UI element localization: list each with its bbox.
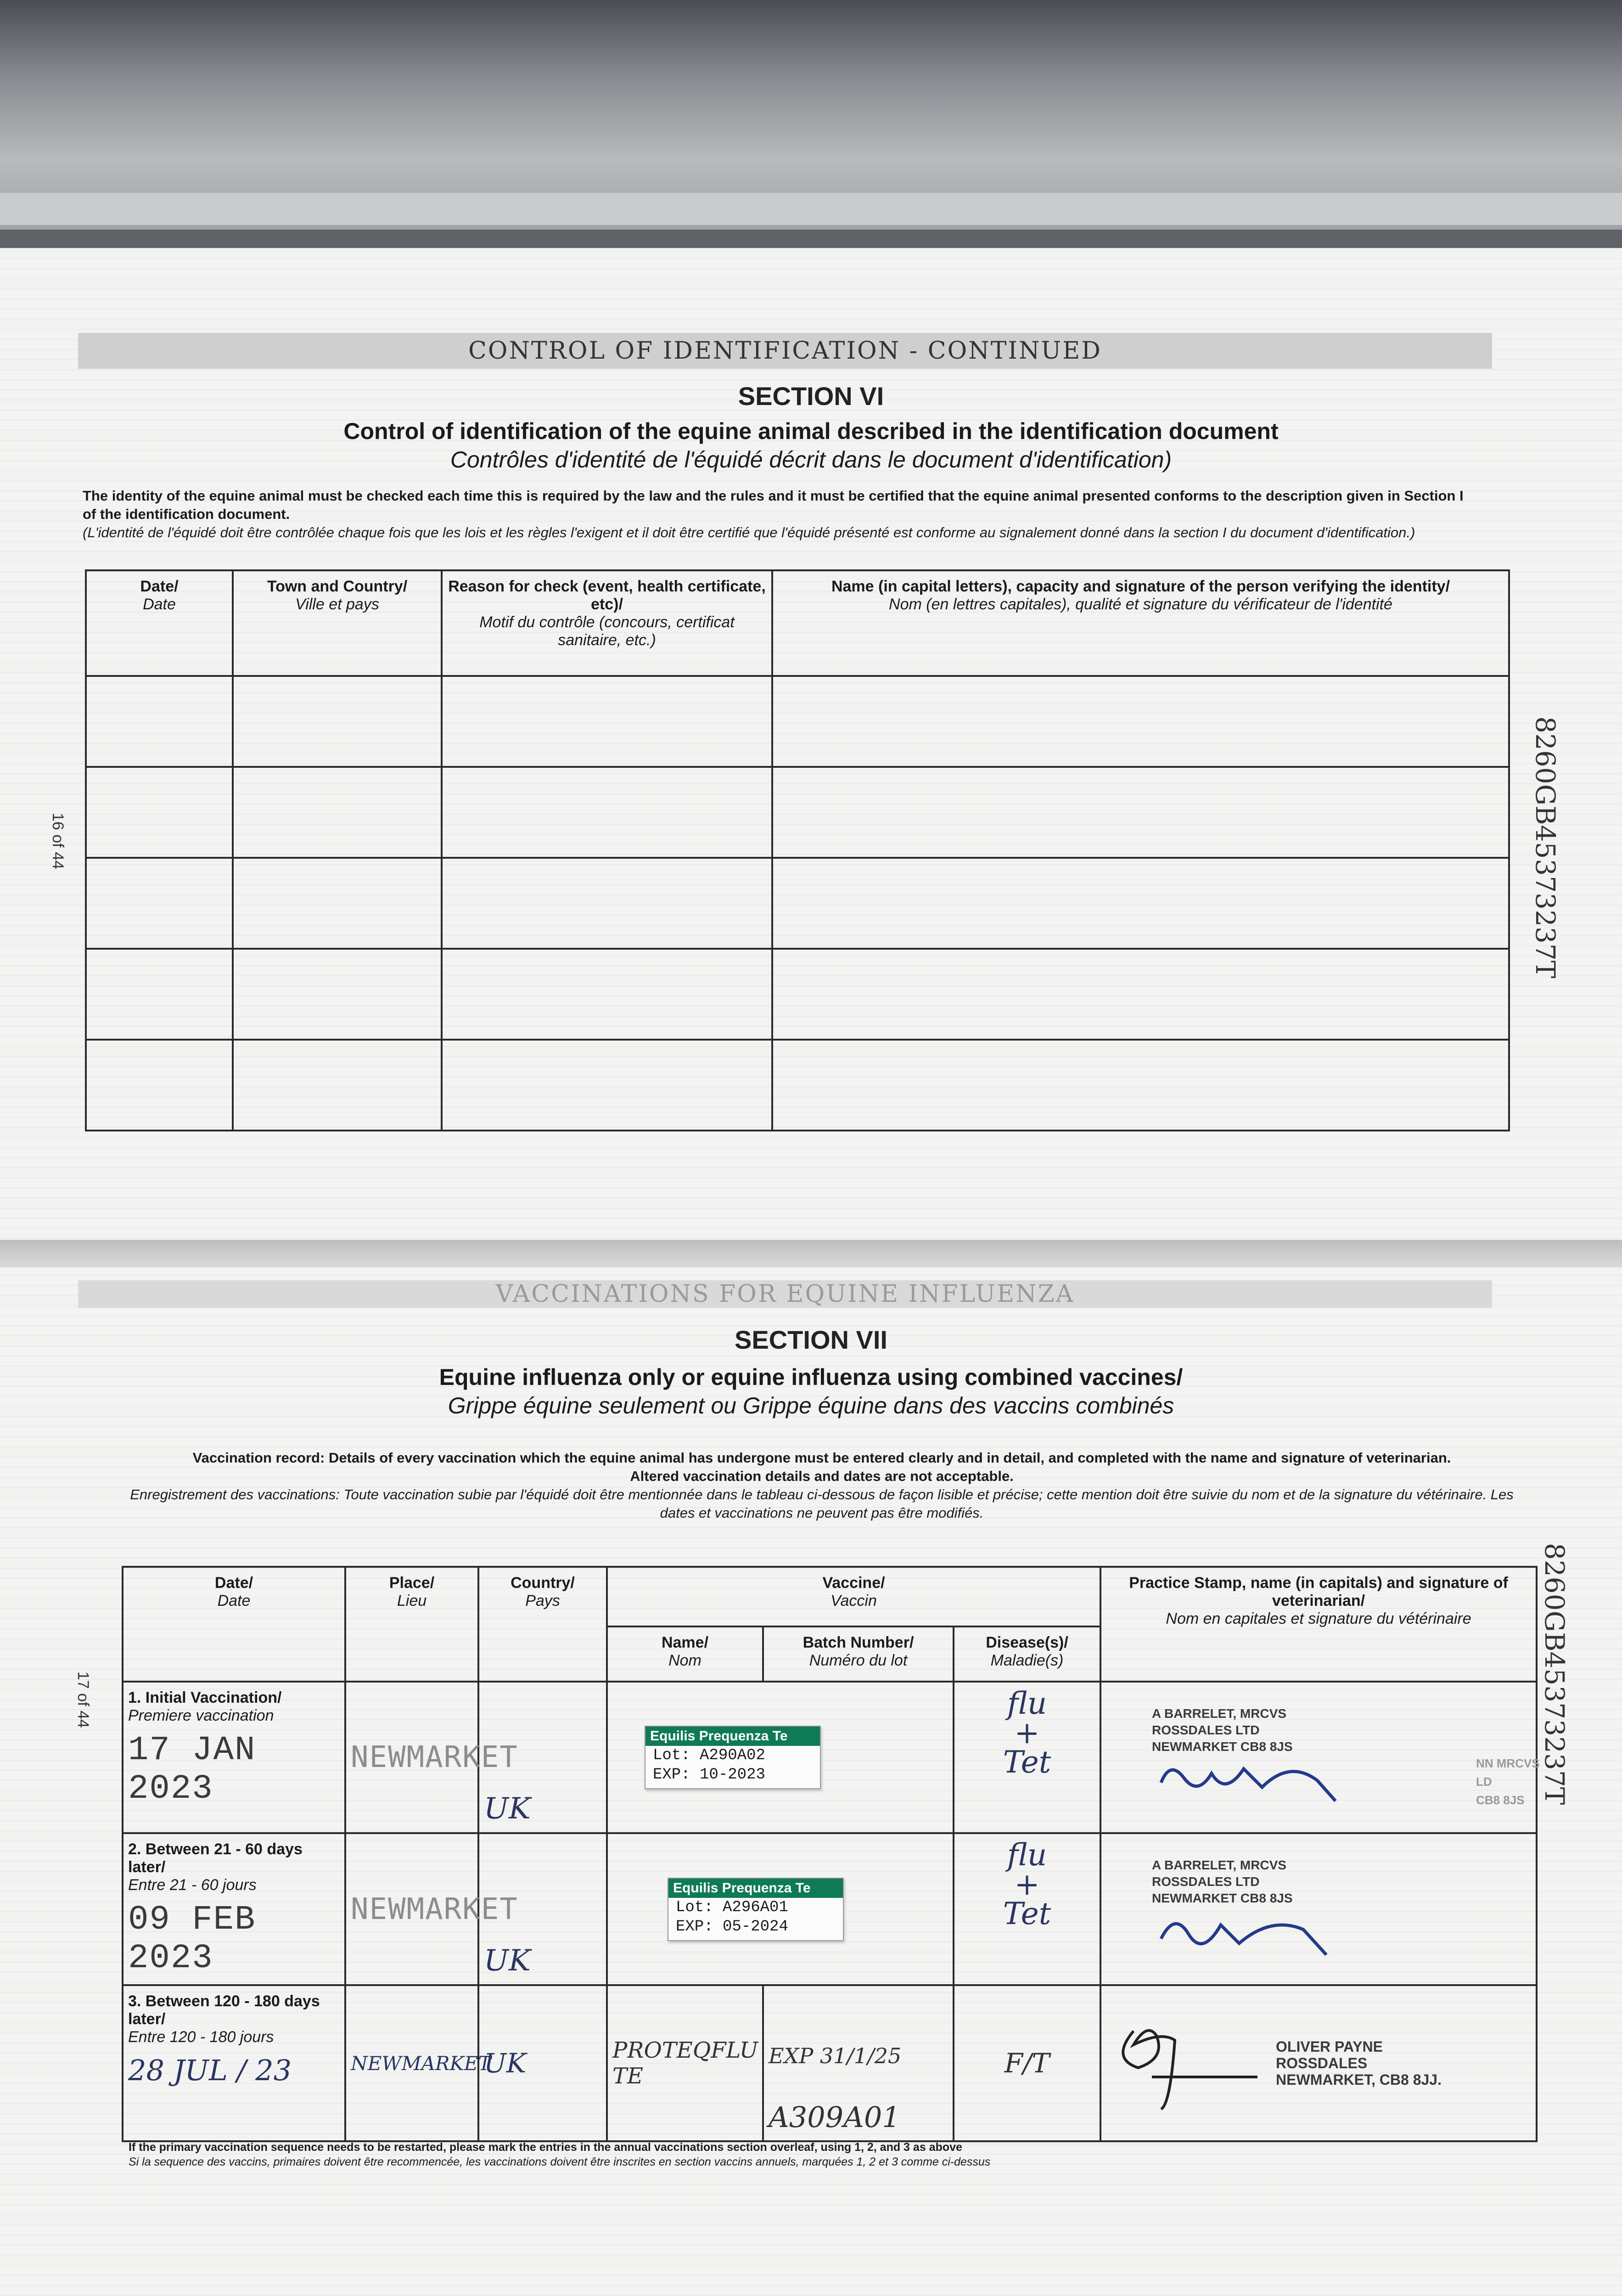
page-number: 17 of 44 [74,1671,92,1728]
col-batch-number: Batch Number/ Numéro du lot [763,1626,954,1682]
table-row [86,949,1509,1040]
col-date: Date/ Date [123,1567,345,1682]
stamp-overflow: NN MRCVS LD CB8 8JS [1476,1756,1540,1807]
date-stamp: 09 FEB 2023 [128,1901,256,1978]
place-cell [345,1985,491,2141]
table-row [123,1985,1537,2141]
identity-check-table [85,569,1510,1131]
vaccine-label-cell [607,1682,954,1833]
signature [1152,1755,1345,1806]
footnote-fr: Si la sequence des vaccins, primaires doivent être recommencée, les vaccinations doivent être inscrites en section vaccins annuels, marquées 1, 2 et 3 comme ci-dessus [129,2155,991,2168]
section-heading-en: Control of identification of the equine animal described in the identification document [343,418,1279,444]
intro-en-2: Altered vaccination details and dates are not acceptable. [630,1468,1014,1484]
expiry-handwritten: EXP 31/1/25 [769,2043,902,2068]
country-handwritten: UK [484,1792,531,1826]
col-place: Place/ Lieu [345,1567,478,1682]
page-section-vii [0,1267,1622,2296]
vaccine-name-handwritten: PROTEQFLU TE [612,2037,758,2089]
vaccine-name-cell [607,1985,763,2141]
intro-en-1: Vaccination record: Details of every vaccination which the equine animal has undergone must be entered clearly and in detail, and completed with the name and signature of veterinarian. [192,1450,1451,1466]
col-practice-stamp: Practice Stamp, name (in capitals) and signature of veterinarian/ Nom en capitales et signature du vétérinaire [1100,1567,1537,1682]
row-date-cell: 1. Initial Vaccination/ Premiere vaccination 17 JAN 2023 [123,1682,345,1833]
col-date: Date/ Date [86,570,233,676]
place-stamp: NEWMARKET [351,1740,518,1774]
page-number: 16 of 44 [49,813,67,869]
vaccine-sticker: Equilis Prequenza Te Lot: A290A02 EXP: 10-2023 [645,1726,821,1789]
disease-cell: flu + Tet [954,1833,1100,1985]
table-header-row [86,570,1509,676]
table-row [86,676,1509,767]
col-diseases: Disease(s)/ Maladie(s) [954,1626,1100,1682]
table-row [86,767,1509,858]
place-stamp: NEWMARKET [351,1892,518,1926]
signature [1106,2013,1262,2114]
col-vaccine-name: Name/ Nom [607,1626,763,1682]
col-reason: Reason for check (event, health certificate, etc)/ Motif du contrôle (concours, certificat sanitaire, etc.) [442,570,772,676]
footnote-en: If the primary vaccination sequence needs to be restarted, please mark the entries in the annual vaccinations section overleaf, using 1, 2, and 3 as above [129,2141,962,2154]
date-handwritten: 28 JUL / 23 [128,2054,292,2087]
intro-fr: Enregistrement des vaccinations: Toute vaccination subie par l'équidé doit être mentionnée dans le tableau ci-dessous de façon lisible et précise; cette mention doit être suivie du nom et de la signature du vétérinaire. Les dates et vaccinations ne peuvent pas être modifiés. [130,1486,1514,1521]
intro-text [83,487,1478,542]
row-date-cell: 3. Between 120 - 180 days later/ Entre 120 - 180 jours 28 JUL / 23 [123,1985,345,2141]
country-handwritten: UK [484,1944,531,1978]
page-section-vi [0,248,1622,1249]
table-row [123,1682,1537,1833]
passport-id-number: 8260GB45373237T [1530,716,1561,979]
country-cell [478,1985,607,2141]
section-title: SECTION VII [735,1325,887,1354]
intro-fr: (L'identité de l'équidé doit être contrôlée chaque fois que les lois et les règles l'exigent et il doit être certifié que l'équidé présenté est conforme au signalement donné dans la section I du document d'identification.) [83,524,1415,540]
vet-stamp-cell: A BARRELET, MRCVS ROSSDALES LTD NEWMARKET CB8 8JS [1100,1682,1537,1833]
scanner-lid-edge [0,193,1622,225]
intro-en: The identity of the equine animal must be checked each time this is required by the law and the rules and it must be certified that the equine animal presented conforms to the description given in Section I of the identification document. [83,488,1464,522]
vaccine-label-cell [607,1833,954,1985]
table-header-row [123,1567,1537,1626]
intro-text [124,1449,1520,1522]
col-verifier: Name (in capital letters), capacity and signature of the person verifying the identity/ Nom (en lettres capitales), qualité et signature du vérificateur de l'identité [772,570,1509,676]
table-row [123,1833,1537,1985]
vaccine-sticker: Equilis Prequenza Te Lot: A296A01 EXP: 05-2024 [668,1878,844,1941]
date-stamp: 17 JAN 2023 [128,1731,256,1808]
section-banner: VACCINATIONS FOR EQUINE INFLUENZA [78,1280,1492,1308]
batch-cell [763,1985,954,2141]
row-date-cell: 2. Between 21 - 60 days later/ Entre 21 - 60 jours 09 FEB 2023 [123,1833,345,1985]
vaccination-table [122,1566,1538,2142]
disease-cell: flu + Tet [954,1682,1100,1833]
vet-stamp-cell: OLIVER PAYNE ROSSDALES NEWMARKET, CB8 8JJ. [1100,1985,1537,2141]
col-country: Country/ Pays [478,1567,607,1682]
section-heading-fr: Grippe équine seulement ou Grippe équine dans des vaccins combinés [448,1393,1174,1418]
place-handwritten: NEWMARKET [351,2052,491,2075]
signature [1152,1907,1345,1957]
section-banner: CONTROL OF IDENTIFICATION - CONTINUED [78,333,1492,369]
vet-stamp-cell: A BARRELET, MRCVS ROSSDALES LTD NEWMARKET CB8 8JS [1100,1833,1537,1985]
footnote [129,2140,1506,2169]
section-heading-en: Equine influenza only or equine influenza using combined vaccines/ [439,1364,1183,1390]
col-vaccine: Vaccine/ Vaccin [607,1567,1100,1626]
col-town-country: Town and Country/ Ville et pays [233,570,442,676]
passport-id-number: 8260GB45373237T [1539,1543,1570,1805]
table-row [86,858,1509,949]
disease-cell: F/T [954,1985,1100,2141]
section-title: SECTION VI [738,382,884,411]
country-handwritten: UK [484,2048,527,2079]
table-row [86,1040,1509,1131]
batch-handwritten: A309A01 [769,2100,900,2134]
section-heading-fr: Contrôles d'identité de l'équidé décrit dans le document d'identification) [450,447,1172,473]
